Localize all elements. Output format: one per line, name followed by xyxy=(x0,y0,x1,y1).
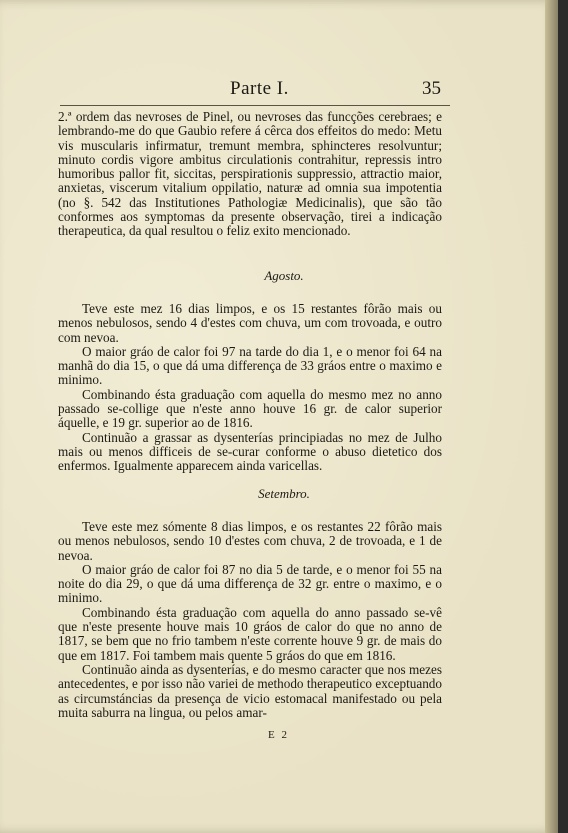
page-number: 35 xyxy=(422,78,441,99)
part-title: Parte I. xyxy=(230,78,289,99)
intro-paragraph: 2.ª ordem das nevroses de Pinel, ou nevroses das funcções cerebraes; e lembrando-me do que Gaubio refere á cêrca dos effeitos do medo: Metu vis muscularis infirmatur, tremunt membra, sphincteres resolvuntur; minuto cordis vigore ambitus circulationis contrahitur, repressis intro humoribus pallor fit, siccitas, perspirationis suppressio, attractio maior, anxietas, viscerum vitalium oppilatio, naturæ ad omnia sua impotentia (no §. 542 das Institutiones Pathologiæ Medicinalis), que são tão conformes aos symptomas da presente observação, tirei a indicação therapeutica, da qual resultou o feliz exito mencionado. xyxy=(58,109,442,239)
setembro-paragraph-1: Teve este mez sómente 8 dias limpos, e os restantes 22 fôrão mais ou menos nebulosos, sendo 10 d'estes com chuva, 2 de trovoada, e 1 de nevoa. xyxy=(58,519,442,563)
scan-background xyxy=(558,0,568,833)
intro-block xyxy=(58,110,442,239)
setembro-paragraph-2: O maior gráo de calor foi 87 no dia 5 de tarde, e o menor foi 55 na noite do dia 29, o que dá uma differença de 32 gr. entre o maximo, e o minimo. xyxy=(58,561,442,606)
agosto-section xyxy=(58,302,442,474)
agosto-paragraph-2: O maior gráo de calor foi 97 na tarde do dia 1, e o menor foi 64 na manhã do dia 15, o que dá uma differença de 33 gráos entre o maximo e minimo. xyxy=(58,343,442,388)
setembro-section xyxy=(58,520,442,720)
signature-mark: E 2 xyxy=(268,729,289,741)
setembro-paragraph-3: Combinando ésta graduação com aquella do anno passado se-vê que n'este presente houve mais 10 gráos de calor do que no anno de 1817, se bem que no frio tambem n'este corrente houve 9 gr. de mais do que em 1817. Foi tambem mais quente 5 gráos do que em 1816. xyxy=(58,604,442,663)
page-edge xyxy=(545,0,558,833)
section-heading-agosto: Agosto. xyxy=(264,268,304,283)
agosto-paragraph-1: Teve este mez 16 dias limpos, e os 15 restantes fôrão mais ou menos nebulosos, sendo 4 d'estes com chuva, um com trovoada, e outro com nevoa. xyxy=(58,301,442,345)
agosto-paragraph-3: Combinando ésta graduação com aquella do mesmo mez no anno passado se-collige que n'este anno houve 16 gr. de calor superior áquelle, e 19 gr. superior ao de 1816. xyxy=(58,386,442,431)
setembro-paragraph-4: Continuão ainda as dysenterías, e do mesmo caracter que nos mezes antecedentes, e por isso não variei de methodo therapeutico exceptuando as circumstáncias da presença de vicio estomacal manifestado ou pela muita saburra na lingua, ou pelos amar- xyxy=(58,661,442,720)
agosto-paragraph-4: Continuão a grassar as dysenterías principiadas no mez de Julho mais ou menos difficeis de se-curar conforme o abuso dietetico dos enfermos. Igualmente apparecem ainda varicellas. xyxy=(58,429,442,474)
running-header xyxy=(60,78,450,102)
header-rule xyxy=(60,105,450,106)
section-heading-setembro: Setembro. xyxy=(258,486,310,501)
